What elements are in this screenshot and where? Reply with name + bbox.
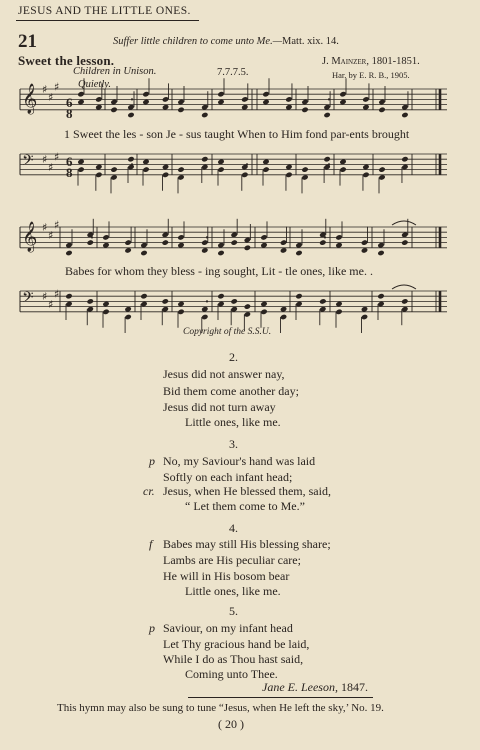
notehead — [201, 156, 208, 162]
sharp-icon: ♯ — [42, 290, 48, 304]
notehead — [162, 239, 169, 245]
dot — [131, 98, 133, 100]
treble-clef-icon: 𝄞 — [22, 84, 38, 114]
sharp-icon: ♯ — [48, 90, 54, 104]
notehead — [140, 293, 147, 299]
time-signature-bottom-bass-1: 8 — [66, 165, 73, 180]
lyrics-system-1: 1 Sweet the les - son Je - sus taught When to Him fond par-ents brought — [64, 127, 410, 141]
time-signature-top-bass-1: 6 — [66, 154, 73, 169]
dot — [131, 163, 133, 165]
verse-line: Coming unto Thee. — [185, 667, 278, 681]
composer-name: J. Mainzer, — [322, 56, 369, 67]
notehead — [401, 239, 408, 245]
footnote-rule — [188, 697, 373, 698]
notehead — [378, 166, 385, 172]
copyright-notice: Copyright of the S.S.U. — [183, 327, 272, 337]
music-score — [0, 0, 480, 340]
notehead — [127, 156, 134, 162]
dot — [328, 98, 330, 100]
notehead — [162, 298, 169, 304]
dot — [324, 236, 326, 238]
notehead — [87, 239, 94, 245]
notehead — [110, 107, 117, 113]
verse-line: Lambs are His peculiar care; — [163, 553, 301, 567]
sharp-icon: ♯ — [54, 218, 60, 232]
notehead — [110, 166, 117, 172]
dot — [246, 163, 248, 165]
notehead — [177, 166, 184, 172]
sharp-icon: ♯ — [42, 153, 48, 167]
notehead — [65, 250, 72, 256]
treble-clef-icon: 𝄞 — [22, 222, 38, 252]
author-year: 1847. — [337, 680, 368, 694]
dynamic-marking: p — [149, 454, 155, 468]
verse-number: 4. — [229, 521, 238, 535]
hymn-number: 21 — [18, 31, 37, 52]
verse-line: No, my Saviour's hand was laid — [163, 454, 316, 468]
time-signature-bottom-treble-1: 8 — [66, 106, 73, 121]
running-header: JESUS AND THE LITTLE ONES. — [18, 5, 191, 17]
tie — [392, 221, 416, 225]
notehead — [319, 239, 326, 245]
dot — [246, 98, 248, 100]
notehead — [244, 303, 251, 309]
verse-line: He will in His bosom bear — [163, 569, 290, 583]
sharp-icon: ♯ — [48, 228, 54, 242]
notehead — [323, 112, 330, 118]
hymn-meter: 7.7.7.5. — [217, 67, 249, 78]
verse-line: Babes may still His blessing share; — [163, 537, 331, 551]
dot — [91, 300, 93, 302]
notehead — [301, 166, 308, 172]
dynamic-marking: p — [149, 621, 155, 635]
epigraph-text: Suffer little children to come unto Me.— — [113, 36, 283, 47]
tie — [392, 285, 416, 289]
verse-line: Bid them come another day; — [163, 384, 299, 398]
verse-line: Little ones, like me. — [185, 584, 281, 598]
notehead — [217, 293, 224, 299]
bass-clef-icon: 𝄢 — [22, 289, 34, 310]
sharp-icon: ♯ — [54, 80, 60, 94]
verse-line: Little ones, like me. — [185, 415, 281, 429]
dynamic-marking: cr. — [143, 484, 155, 498]
notehead — [378, 107, 385, 113]
dot — [324, 300, 326, 302]
notehead — [127, 112, 134, 118]
tune-name: Sweet the lesson. — [18, 53, 115, 68]
tempo-marking: Quietly. — [78, 79, 111, 90]
notehead — [401, 298, 408, 304]
verse-number: 5. — [229, 604, 238, 618]
verse-number: 2. — [229, 350, 238, 364]
author-credit — [262, 680, 368, 695]
notehead — [323, 156, 330, 162]
sharp-icon: ♯ — [42, 83, 48, 96]
dot — [91, 236, 93, 238]
sharp-icon: ♯ — [48, 161, 54, 174]
dot — [206, 236, 208, 238]
dot — [206, 300, 208, 302]
verse-line: “ Let them come to Me.” — [185, 499, 305, 513]
alternate-tune-note: This hymn may also be sung to tune “Jesus, when He left the sky,’ No. 19. — [57, 702, 384, 714]
verse-line: Jesus did not answer nay, — [163, 367, 285, 381]
verse-line: While I do as Thou hast said, — [163, 652, 304, 666]
verse-line: Saviour, on my infant head — [163, 621, 293, 635]
staff-systems — [20, 78, 447, 333]
dynamic-marking: f — [149, 537, 153, 551]
notehead — [230, 298, 237, 304]
verse-line: Let Thy gracious hand be laid, — [163, 637, 310, 651]
verse-line: Jesus did not turn away — [163, 400, 276, 414]
notehead — [65, 293, 72, 299]
notehead — [140, 250, 147, 256]
verse-number: 3. — [229, 437, 238, 451]
notehead — [230, 239, 237, 245]
notehead — [377, 293, 384, 299]
notehead — [295, 293, 302, 299]
sharp-icon: ♯ — [48, 298, 54, 311]
bass-clef-icon: 𝄢 — [22, 152, 34, 173]
epigraph-reference: Matt. xix. 14. — [282, 36, 339, 47]
dot — [328, 163, 330, 165]
notehead — [295, 250, 302, 256]
notehead — [401, 112, 408, 118]
notehead — [377, 250, 384, 256]
verse-line: Softly on each infant head; — [163, 470, 293, 484]
lyrics-system-2: Babes for whom they bless - ing sought, Lit - tle ones, like me. . — [65, 264, 373, 278]
time-signature-top-treble-1: 6 — [66, 95, 73, 110]
notehead — [217, 250, 224, 256]
verse-line: Jesus, when He blessed them, said, — [163, 484, 331, 498]
notehead — [177, 107, 184, 113]
page-number: ( 20 ) — [218, 717, 244, 731]
harmonizer-credit: Har. by E. R. B., 1905. — [332, 70, 410, 80]
sharp-icon: ♯ — [54, 287, 60, 301]
sharp-icon: ♯ — [42, 221, 48, 234]
performance-direction: Children in Unison. — [73, 66, 157, 77]
notehead — [401, 156, 408, 162]
sharp-icon: ♯ — [54, 150, 60, 164]
author-name: Jane E. Leeson, — [262, 680, 338, 694]
notehead — [201, 112, 208, 118]
notehead — [301, 107, 308, 113]
composer-dates: 1801-1851. — [368, 56, 420, 67]
notehead — [244, 245, 251, 251]
